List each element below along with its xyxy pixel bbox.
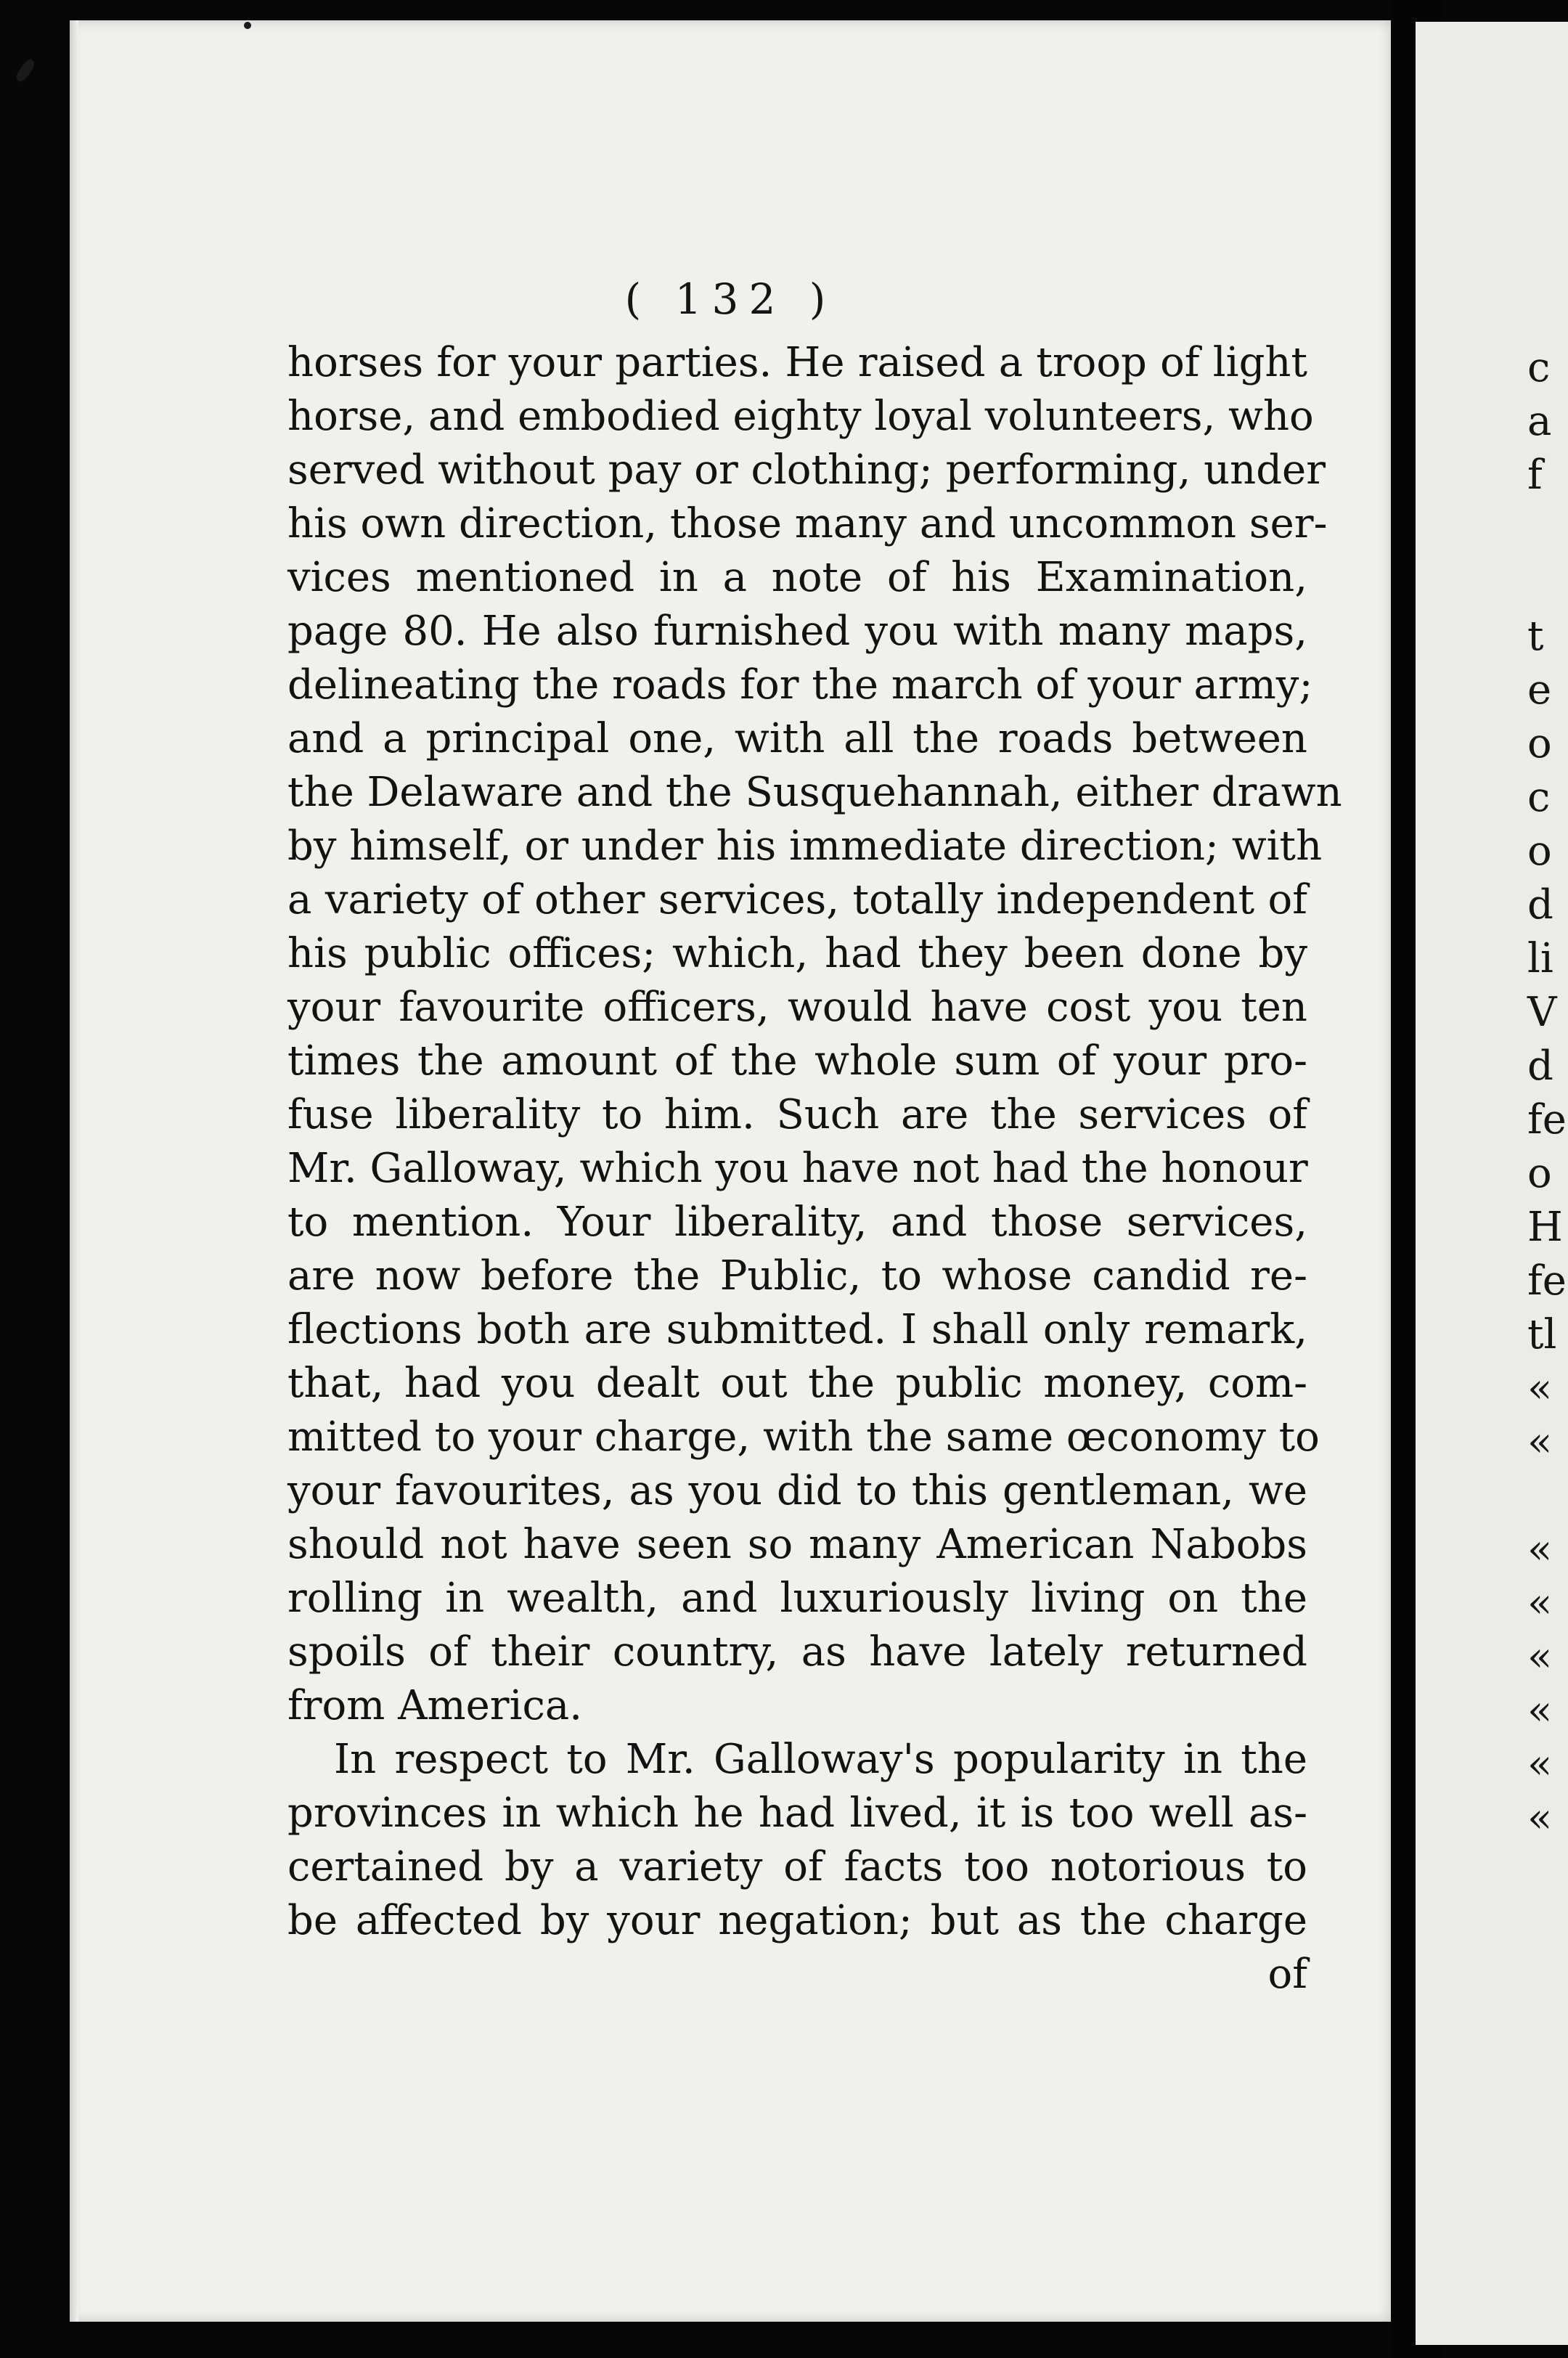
text-line: from America. xyxy=(287,1682,583,1729)
text-line: are now before the Public, to whose candid re- xyxy=(287,1252,1307,1300)
text-line: the Delaware and the Susquehannah, either drawn xyxy=(287,769,1342,816)
print-speck xyxy=(244,22,251,29)
text-line: spoils of their country, as have lately returned xyxy=(287,1628,1307,1676)
edge-fragment: « xyxy=(1527,1633,1553,1681)
text-line: times the amount of the whole sum of your pro- xyxy=(287,1037,1307,1085)
edge-fragment: d xyxy=(1527,1043,1553,1090)
paragraph-1 xyxy=(287,336,1342,1733)
edge-fragment: V xyxy=(1527,989,1557,1036)
text-line: horses for your parties. He raised a troop of light xyxy=(287,339,1307,386)
edge-fragment: « xyxy=(1527,1795,1553,1842)
text-line: page 80. He also furnished you with many maps, xyxy=(287,608,1307,655)
edge-fragment: f xyxy=(1527,452,1543,499)
edge-fragment: c xyxy=(1527,344,1551,391)
edge-fragment: tl xyxy=(1527,1311,1557,1358)
text-line: to mention. Your liberality, and those services, xyxy=(287,1199,1307,1246)
paragraph-2 xyxy=(287,1733,1307,1948)
edge-fragment: « xyxy=(1527,1741,1553,1788)
edge-fragment: o xyxy=(1527,720,1552,767)
text-line: fuse liberality to him. Such are the services of xyxy=(287,1091,1307,1138)
edge-fragment: e xyxy=(1527,666,1552,714)
edge-fragment xyxy=(1527,502,1568,556)
edge-fragment: « xyxy=(1527,1580,1553,1627)
body-text xyxy=(287,336,1342,2002)
edge-fragment: fe xyxy=(1527,1096,1567,1143)
book-page xyxy=(70,20,1391,2322)
text-line: delineating the roads for the march of your army; xyxy=(287,661,1313,709)
edge-fragment: fe xyxy=(1527,1257,1567,1305)
text-line: vices mentioned in a note of his Examination, xyxy=(287,554,1307,601)
text-line: your favourite officers, would have cost you ten xyxy=(287,984,1307,1031)
edge-fragment: o xyxy=(1527,1150,1552,1197)
text-line: provinces in which he had lived, it is too well as- xyxy=(287,1790,1307,1837)
edge-fragment: o xyxy=(1527,828,1552,875)
edge-fragment: d xyxy=(1527,881,1553,929)
text-line: your favourites, as you did to this gentleman, we xyxy=(287,1467,1307,1514)
text-line: that, had you dealt out the public money, com- xyxy=(287,1360,1307,1407)
edge-fragment: « xyxy=(1527,1365,1553,1412)
catchword: of xyxy=(1267,1951,1307,1998)
text-line: rolling in wealth, and luxuriously living on the xyxy=(287,1575,1307,1622)
text-line: should not have seen so many American Nabobs xyxy=(287,1521,1307,1568)
edge-fragment: H xyxy=(1527,1204,1563,1251)
page-edge-shadow xyxy=(70,20,78,2322)
text-line: Mr. Galloway, which you have not had the honour xyxy=(287,1145,1308,1192)
edge-fragment xyxy=(1527,556,1568,610)
text-line: and a principal one, with all the roads between xyxy=(287,715,1307,762)
edge-fragment: li xyxy=(1527,935,1553,982)
text-line: be affected by your negation; but as the charge xyxy=(287,1897,1307,1944)
text-line: his own direction, those many and uncommon ser- xyxy=(287,500,1328,547)
edge-fragment xyxy=(1527,1469,1568,1523)
text-line: certained by a variety of facts too notorious to xyxy=(287,1843,1307,1890)
edge-fragment: « xyxy=(1527,1419,1553,1466)
edge-fragment: « xyxy=(1527,1526,1553,1573)
margin-mark xyxy=(15,57,37,83)
text-line: In respect to Mr. Galloway's popularity in the xyxy=(334,1736,1307,1783)
text-line: horse, and embodied eighty loyal volunteers, who xyxy=(287,393,1314,440)
page-number: ( 132 ) xyxy=(624,274,836,324)
text-line: mitted to your charge, with the same œconomy to xyxy=(287,1413,1320,1461)
text-line: a variety of other services, totally independent of xyxy=(287,876,1307,923)
edge-fragment: t xyxy=(1527,613,1544,660)
text-line: his public offices; which, had they been done by xyxy=(287,930,1307,977)
edge-fragment: c xyxy=(1527,774,1551,821)
adjacent-page-text-fragments xyxy=(1527,341,1568,1845)
text-line: served without pay or clothing; performing, under xyxy=(287,446,1326,494)
edge-fragment: « xyxy=(1527,1687,1553,1734)
edge-fragment: a xyxy=(1527,398,1552,445)
text-line: by himself, or under his immediate direction; with xyxy=(287,823,1323,870)
text-line: flections both are submitted. I shall only remark, xyxy=(287,1306,1307,1353)
